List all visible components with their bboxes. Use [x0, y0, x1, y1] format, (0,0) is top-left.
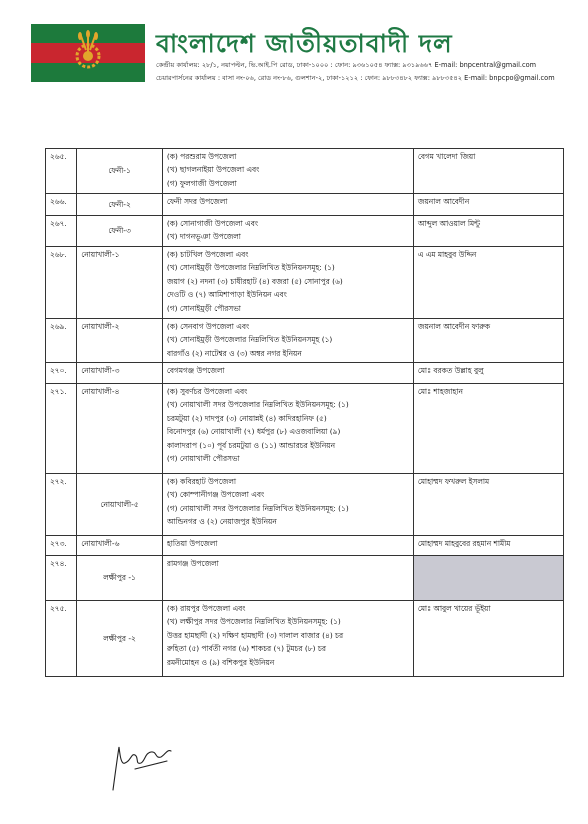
constituency-cell: নোয়াখালী-২	[77, 319, 163, 363]
constituency-cell: নোয়াখালী-৬	[77, 536, 163, 556]
area-line: হাতিয়া উপজেলা	[166, 539, 218, 548]
area-line: (ক) সেনবাগ উপজেলা এবং	[166, 322, 250, 331]
area-line: (খ) সোনাইমুড়ী উপজেলার নিম্নলিখিত ইউনিয়নসমূহ (১)	[166, 335, 333, 345]
constituency-cell: লক্ষীপুর -১	[77, 556, 163, 601]
area-cell	[162, 363, 413, 384]
candidate-cell: আব্দুল আওয়াল মিন্টু	[413, 216, 563, 247]
area-line: দেওটি ও (৭) আমিশাপাড়া ইউনিয়ন এবং	[166, 290, 287, 300]
table-row	[46, 247, 564, 319]
constituency-cell: নোয়াখালী-১	[77, 247, 163, 319]
handwritten-signature	[105, 735, 195, 795]
area-cell	[162, 194, 413, 216]
area-cell	[162, 247, 413, 319]
area-line: (ক) রায়পুর উপজেলা এবং	[166, 604, 246, 613]
area-cell	[162, 556, 413, 601]
serial-cell: ২৬৬.	[46, 194, 77, 216]
area-cell	[162, 149, 413, 194]
constituency-cell: নোয়াখালী-৪	[77, 384, 163, 474]
area-line: রমনীমোহন ও (৯) বশিকপুর ইউনিয়ন	[166, 657, 275, 667]
wheat-sheaf-gear-icon	[69, 30, 107, 72]
area-line: ফেনী সদর উপজেলা	[166, 197, 228, 206]
candidate-cell: মোঃ বরকত উল্লাহ বুলু	[413, 363, 563, 384]
constituency-cell: নোয়াখালী-৫	[77, 474, 163, 536]
area-cell	[162, 319, 413, 363]
area-cell	[162, 536, 413, 556]
area-cell	[162, 601, 413, 677]
constituency-cell: ফেনী-৩	[77, 216, 163, 247]
serial-cell: ২৭৩.	[46, 536, 77, 556]
candidate-cell: জয়নাল আবেদীন	[413, 194, 563, 216]
serial-cell: ২৭১.	[46, 384, 77, 474]
area-line: (খ) নোয়াখালী সদর উপজেলার নিম্নলিখিত ইউনিয়নসমূহ: (১)	[166, 400, 349, 410]
serial-cell: ২৬৯.	[46, 319, 77, 363]
area-line: আন্ডিনগর ও (২) নেয়াজপুর ইউনিয়ন	[166, 517, 277, 527]
constituency-table	[45, 148, 564, 677]
area-line: (খ) লক্ষীপুর সদর উপজেলার নিম্নলিখিত ইউনিয়নসমূহ: (১)	[166, 617, 341, 627]
area-line: জয়াগ (২) নদনা (৩) চাষীরহাট (৪) বজরা (৫) সোনাপুর (৬)	[166, 276, 343, 286]
area-line: রামগঞ্জ উপজেলা	[166, 559, 219, 568]
constituency-cell: লক্ষীপুর -২	[77, 601, 163, 677]
table-row	[46, 384, 564, 474]
area-line: (ক) কবিরহাট উপজেলা	[166, 477, 237, 486]
table-row	[46, 319, 564, 363]
table-row	[46, 474, 564, 536]
area-line: (ক) পরশুরাম উপজেলা	[166, 152, 237, 161]
candidate-cell: মোঃ আবুল খায়ের ভূঁইয়া	[413, 601, 563, 677]
candidate-cell-empty	[413, 556, 563, 601]
table-row	[46, 194, 564, 216]
serial-cell: ২৭৫.	[46, 601, 77, 677]
serial-cell: ২৭৪.	[46, 556, 77, 601]
table-row	[46, 149, 564, 194]
serial-cell: ২৬৫.	[46, 149, 77, 194]
area-cell	[162, 216, 413, 247]
area-line: বিনোদপুর (৬) নোয়াখালী (৭) ধর্মপুর (৮) এওজবালিয়া (৯)	[166, 427, 341, 437]
area-line: (খ) ছাগলনাইয়া উপজেলা এবং	[166, 165, 260, 175]
table-row	[46, 601, 564, 677]
serial-cell: ২৭২.	[46, 474, 77, 536]
table-row	[46, 216, 564, 247]
area-line: বারগাঁও (২) নাটেশ্বর ও (৩) অম্বর নগর ইনিয়ন	[166, 348, 302, 358]
area-line: (ক) চাটখিল উপজেলা এবং	[166, 250, 249, 259]
letterhead	[0, 0, 588, 90]
area-line: উত্তর হামছাদী (২) দক্ষিণ হামছাদী (৩) দালাল বাজার (৪) চর	[166, 630, 344, 640]
candidate-cell: জয়নাল আবেদীন ফারুক	[413, 319, 563, 363]
serial-cell: ২৬৭.	[46, 216, 77, 247]
central-office-address: কেন্দ্রীয় কার্যালয়: ২৮/১, নয়াপল্টন, ভি.আই.পি রোড, ঢাকা-১০০০ : ফোন: ৯৩৬১০৫৪ ফ্যাক্স: ৯৩১৯৬৬৭ E-mail: bnpcentral@gmail.com	[156, 61, 537, 69]
constituency-cell: নোয়াখালী-৩	[77, 363, 163, 384]
candidate-cell: মোঃ শাহজাহান	[413, 384, 563, 474]
area-line: (গ) নোয়াখালী পৌরসভা	[166, 454, 240, 464]
serial-cell: ২৭০.	[46, 363, 77, 384]
area-line: বেগমগঞ্জ উপজেলা	[166, 366, 225, 375]
area-line: রুহিতা (৫) পার্বতী নগর (৬) শাকচর (৭) টুমচর (৮) চর	[166, 644, 326, 654]
party-name: বাংলাদেশ জাতীয়তাবাদী দল	[156, 29, 453, 58]
table-row	[46, 536, 564, 556]
area-line: কালাদরাপ (১০) পূর্ব চরমটুয়া ও (১১) আন্ডারচর ইউনিয়ন	[166, 440, 336, 450]
area-line: (খ) সোনাইমুড়ী উপজেলার নিম্নলিখিত ইউনিয়নসমূহ: (১)	[166, 263, 335, 273]
area-cell	[162, 384, 413, 474]
area-line: (গ) সোনাইমুড়ী পৌরসভা	[166, 303, 241, 313]
area-line: (খ) দাগনভূঞা উপজেলা	[166, 232, 241, 242]
table-row	[46, 556, 564, 601]
candidate-cell: বেগম খালেদা জিয়া	[413, 149, 563, 194]
area-line: (গ) ফুলগাজী উপজেলা	[166, 178, 237, 188]
party-flag-logo	[31, 24, 145, 82]
candidate-cell: মোহাম্মদ মাহবুবের রহমান শামীম	[413, 536, 563, 556]
constituency-cell: ফেনী-২	[77, 194, 163, 216]
chairperson-office-address: চেয়ারপার্সনের কার্যালয় : বাসা নং-০৬, রোড নং-৮৬, গুলশান-২, ঢাকা-১২১২ : ফোন: ৯৮৮৩৪৮২ ফ্যাক্স: ৯৮৮৩৫৪২ E-mail: bnpcpo@gmail.com	[156, 74, 555, 82]
serial-cell: ২৬৮.	[46, 247, 77, 319]
area-line: চরমটুয়া (২) দাদপুর (৩) নোয়ান্নই (৪) কাদিরহানিফ (৫)	[166, 413, 327, 423]
constituency-cell: ফেনী-১	[77, 149, 163, 194]
candidate-cell: মোহাম্মদ ফখরুল ইসলাম	[413, 474, 563, 536]
area-cell	[162, 474, 413, 536]
area-line: (ক) সোনাগাজী উপজেলা এবং	[166, 219, 259, 228]
table-row	[46, 363, 564, 384]
area-line: (খ) কোম্পানীগঞ্জ উপজেলা এবং	[166, 490, 265, 500]
area-line: (ক) সুবর্ণচর উপজেলা এবং	[166, 387, 248, 396]
candidate-cell: এ এম মাহবুব উদ্দিন	[413, 247, 563, 319]
area-line: (গ) নোয়াখালী সদর উপজেলার নিম্নলিখিত ইউনিয়নসমূহ: (১)	[166, 503, 349, 513]
